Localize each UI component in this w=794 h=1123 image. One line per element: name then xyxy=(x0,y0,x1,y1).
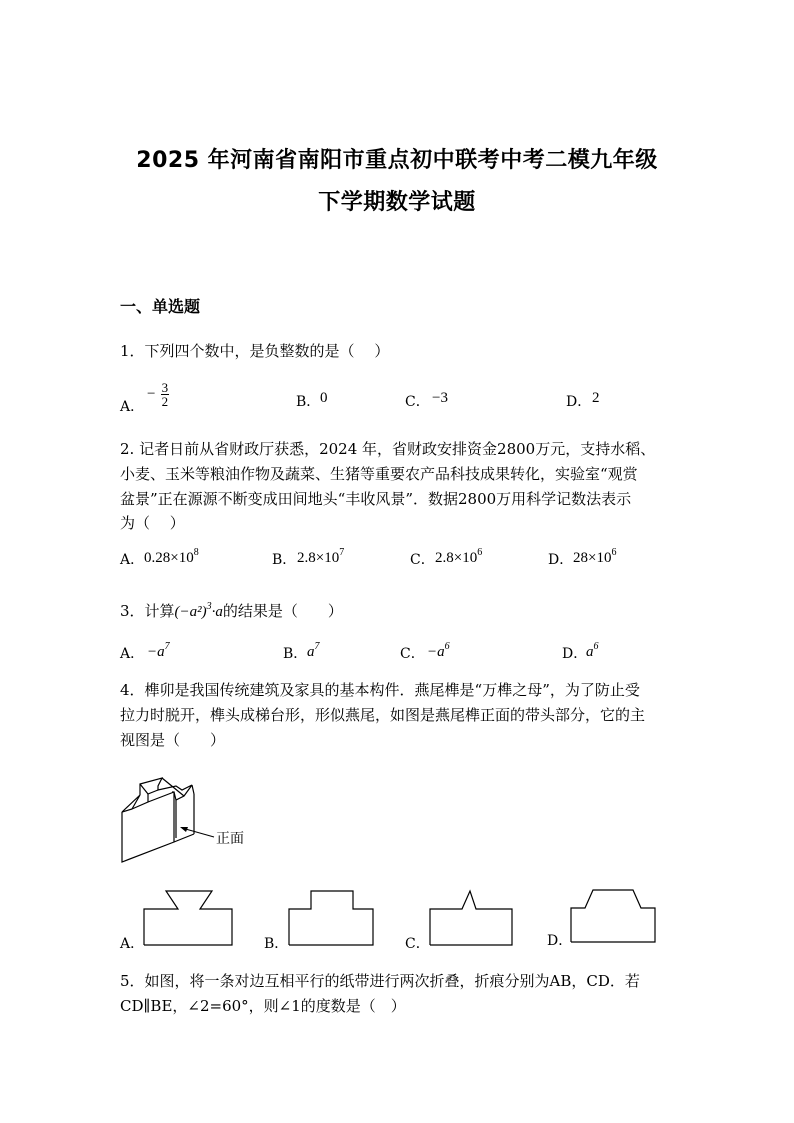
q3-option-b-base: a xyxy=(307,644,315,660)
q2-option-b-exponent: 7 xyxy=(339,547,345,558)
q1-option-a-value xyxy=(147,381,169,408)
q2-stem-line1: 2. 记者日前从省财政厅获悉，2024 年，省财政安排资金2800万元，支持水稻、 xyxy=(120,440,656,458)
q3-expression-tail: ·a xyxy=(211,604,223,620)
q4-stem-line3: 视图是（ ） xyxy=(120,731,226,749)
q4-option-b-shape xyxy=(287,889,377,949)
q2-option-d-base: 28×10 xyxy=(573,550,612,566)
q3-option-c-value xyxy=(427,641,450,661)
q2-option-c-value xyxy=(435,547,482,567)
q2-option-b-value xyxy=(297,547,344,567)
q1-stem: 1．下列四个数中，是负整数的是（ ） xyxy=(120,342,390,360)
q3-option-a-base: −a xyxy=(147,644,165,660)
q1-option-c-label: C． xyxy=(405,394,430,410)
q3-stem xyxy=(120,594,343,625)
q4-option-a-label: A． xyxy=(120,936,145,952)
q3-expression xyxy=(174,601,223,620)
q4-option-d-label: D． xyxy=(547,933,573,949)
q1-option-a-sign: − xyxy=(147,386,156,402)
q3-option-d-value xyxy=(586,641,599,661)
q1-option-d-value: 2 xyxy=(592,390,600,406)
q3-option-b-label: B． xyxy=(283,646,308,662)
q3-expression-exponent: 3 xyxy=(206,601,212,612)
q1-option-b-value: 0 xyxy=(320,390,328,406)
q2-option-d-value xyxy=(573,547,616,567)
q3-option-a-label: A． xyxy=(120,646,145,662)
q4-option-a-shape xyxy=(142,889,234,949)
exam-title-line2: 下学期数学试题 xyxy=(318,190,476,215)
q2-option-d-label: D． xyxy=(548,552,574,568)
q2-option-a-exponent: 8 xyxy=(193,547,199,558)
q1-option-a-denominator: 2 xyxy=(161,394,169,409)
q4-option-c-label: C． xyxy=(405,936,430,952)
q2-option-c-label: C． xyxy=(410,552,435,568)
q2-stem-line2: 小麦、玉米等粮油作物及蔬菜、生猪等重要农产品科技成果转化，实验室“观赏 xyxy=(120,465,638,483)
q5-stem-line1: 5．如图，将一条对边互相平行的纸带进行两次折叠，折痕分别为AB，CD．若 xyxy=(120,972,640,990)
q3-expression-base: (−a²) xyxy=(174,604,207,620)
q2-option-d-exponent: 6 xyxy=(611,547,617,558)
q2-option-b-base: 2.8×10 xyxy=(297,550,340,566)
q1-option-a-label: A． xyxy=(120,399,145,415)
q3-suffix: 的结果是（ ） xyxy=(222,602,343,620)
dovetail-3d-figure xyxy=(118,776,258,866)
q3-option-c-base: −a xyxy=(427,644,445,660)
q3-option-a-value xyxy=(147,641,170,661)
q1-option-a-fraction xyxy=(161,381,170,408)
q4-option-d-shape xyxy=(569,886,659,946)
q4-option-b-label: B． xyxy=(264,936,289,952)
q2-option-c-base: 2.8×10 xyxy=(435,550,478,566)
q1-option-a-numerator: 3 xyxy=(161,380,169,395)
q3-option-c-exponent: 6 xyxy=(444,641,450,652)
q1-option-b-label: B． xyxy=(296,394,321,410)
q2-stem-line4: 为（ ） xyxy=(120,514,185,532)
q4-option-c-shape xyxy=(428,887,518,949)
q2-option-a-value xyxy=(144,547,199,567)
q2-stem-line3: 盆景”正在源源不断变成田间地头“丰收风景”．数据2800万用科学记数法表示 xyxy=(120,490,632,508)
q3-option-d-label: D． xyxy=(562,646,588,662)
q4-stem-line1: 4．榫卯是我国传统建筑及家具的基本构件．燕尾榫是“万榫之母”，为了防止受 xyxy=(120,681,640,699)
q3-prefix: 3．计算 xyxy=(120,602,175,620)
q3-option-c-label: C． xyxy=(400,646,425,662)
section-heading: 一、单选题 xyxy=(120,297,201,316)
q2-option-a-label: A． xyxy=(120,552,145,568)
q2-option-b-label: B． xyxy=(272,552,297,568)
q2-option-a-base: 0.28×10 xyxy=(144,550,194,566)
q3-option-a-exponent: 7 xyxy=(164,641,170,652)
q3-option-b-value xyxy=(307,641,320,661)
q3-option-d-base: a xyxy=(586,644,594,660)
q1-option-c-value: −3 xyxy=(432,390,448,406)
q3-option-b-exponent: 7 xyxy=(314,641,320,652)
q1-option-d-label: D． xyxy=(566,394,592,410)
q5-stem-line2: CD∥BE，∠2=60°，则∠1的度数是（ ） xyxy=(120,997,406,1015)
q3-option-d-exponent: 6 xyxy=(593,641,599,652)
exam-title-line1: 2025 年河南省南阳市重点初中联考中考二模九年级 xyxy=(136,148,658,173)
q2-option-c-exponent: 6 xyxy=(477,547,483,558)
q4-stem-line2: 拉力时脱开，榫头成梯台形，形似燕尾，如图是燕尾榫正面的带头部分，它的主 xyxy=(120,706,646,724)
front-view-label: 正面 xyxy=(216,831,244,847)
